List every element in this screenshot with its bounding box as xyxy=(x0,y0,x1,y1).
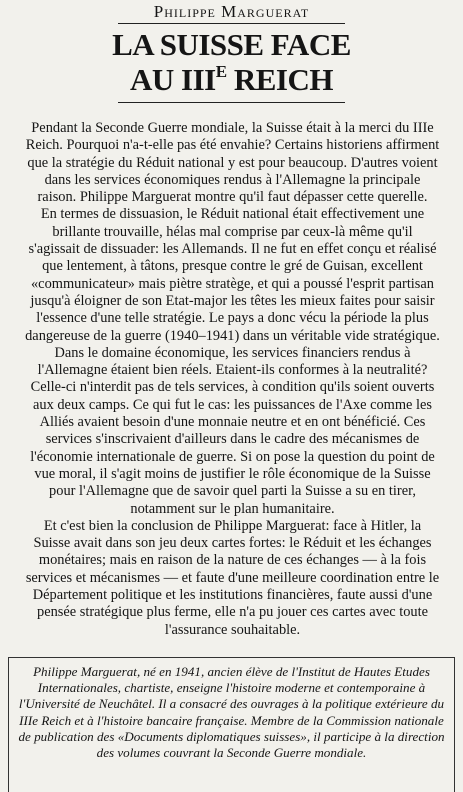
author-bio-box xyxy=(8,657,455,792)
blurb-text xyxy=(25,120,440,639)
title-line-1: LA SUISSE FACE xyxy=(112,27,351,62)
author-name: Philippe Marguerat xyxy=(153,2,310,21)
blurb-paragraph-1: Pendant la Seconde Guerre mondiale, la Suisse était à la merci du IIIe Reich. Pourquoi n'a-t-elle pas été envahie? Certains historiens affirment que la stratégie du Réduit national y est pour beaucoup. D'autres voient dans les services économiques rendus à l'Allemagne la principale raison. Philippe Marguerat montre qu'il faut dépasser cette querelle. xyxy=(25,120,440,206)
top-rule xyxy=(118,23,345,24)
title-line-2-superscript: E xyxy=(215,62,227,81)
title-line-2-suffix: REICH xyxy=(226,62,333,97)
author-bio: Philippe Marguerat, né en 1941, ancien élève de l'Institut de Hautes Etudes Internationales, chartiste, enseigne l'histoire moderne et contemporaine à l'Université de Neuchâtel. Il a consacré des ouvrages à la politique extérieure du IIIe Reich et à l'histoire bancaire française. Membre de la Commission nationale de publication des «Documents diplomatiques suisses», il participe à la direction des volumes couvrant la Seconde Guerre mondiale. xyxy=(18,664,445,761)
blurb-paragraph-4: Et c'est bien la conclusion de Philippe Marguerat: face à Hitler, la Suisse avait dans son jeu deux cartes fortes: le Réduit et les échanges monétaires; mais en raison de la nature de ces échanges — à la fois services et mécanismes — et faute d'une meilleure coordination entre le Département politique et les institutions financières, faute aussi d'une pensée stratégique plus ferme, elle n'a pu jouer ces cartes avec toute l'assurance souhaitable. xyxy=(25,517,440,638)
title-line-2-prefix: AU III xyxy=(130,62,216,97)
blurb-paragraph-2: En termes de dissuasion, le Réduit national était effectivement une brillante trouvaille, hélas mal comprise par ceux-là même qu'il s'agissait de dissuader: les Allemands. Il ne fut en effet conçu et réalisé que lentement, à tâtons, presque contre le gré de Guisan, excellent «communicateur» mais piètre stratège, et qui a poussé l'esprit partisan jusqu'à éloigner de son Etat-major les têtes les mieux faites pour saisir l'essence d'une telle stratégie. Le pays a donc vécu la période la plus dangereuse de la guerre (1940–1941) dans un véritable vide stratégique. xyxy=(25,206,440,344)
blurb-paragraph-3: Dans le domaine économique, les services financiers rendus à l'Allemagne étaient bien réels. Etaient-ils conformes à la neutralité? Celle-ci n'interdit pas de tels services, à condition qu'ils soient ouverts aux deux camps. Ce qui fut le cas: les puissances de l'Axe comme les Alliés avaient besoin d'une monnaie neutre et en ont bénéficié. Ces services s'inscrivaient d'ailleurs dans le cadre des mécanismes de l'économie internationale de guerre. Si on pose la question du point de vue moral, il s'agit moins de justifier le rôle économique de la Suisse pour l'Allemagne que de savoir quel parti la Suisse a su en tirer, notamment sur le plan humanitaire. xyxy=(30,344,435,517)
bottom-rule xyxy=(118,102,345,103)
title-line-2 xyxy=(0,62,463,97)
book-title xyxy=(0,27,463,97)
